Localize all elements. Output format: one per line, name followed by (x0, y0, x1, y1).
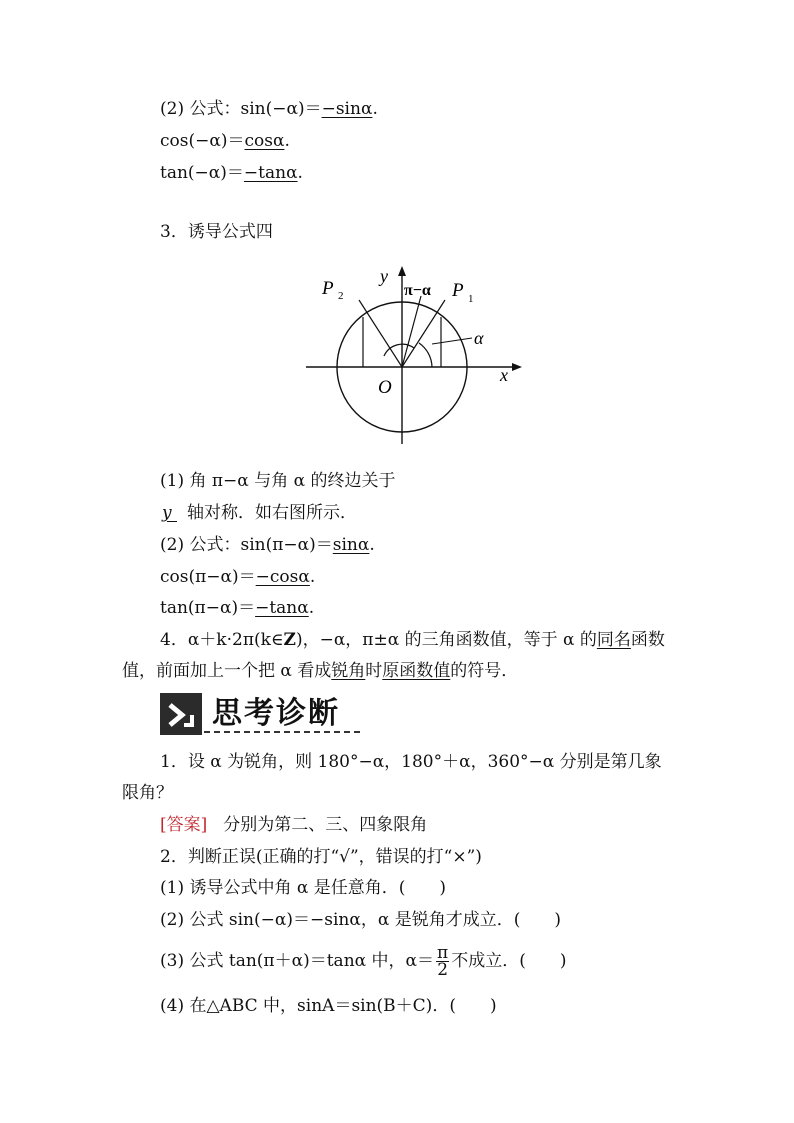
summary-text: 函数 (630, 630, 665, 650)
integer-set-symbol: Z (283, 630, 296, 650)
answer-blank: −tanα (255, 598, 309, 618)
judge-item-3-end: 不成立．( ) (451, 951, 567, 971)
summary-text: 值，前面加上一个把 α 看成 (122, 661, 332, 681)
formula-text: (2) 公式：sin(π−α)＝ (160, 535, 333, 555)
formula-text: (2) 公式：sin(−α)＝ (160, 99, 322, 119)
ray-pi-minus-alpha (402, 296, 421, 367)
section-heading: 3．诱导公式四 (160, 222, 273, 242)
formula-cos-neg (160, 130, 290, 152)
formula-end: . (372, 99, 378, 119)
unit-circle-figure (300, 258, 530, 448)
label-p1: P (452, 280, 464, 301)
label-y: y (380, 266, 388, 286)
question-1-line-2: 限角？ (122, 783, 173, 803)
formula-tan-neg (160, 162, 303, 184)
question-2: 2．判断正误(正确的打“√”，错误的打“×”) (160, 847, 482, 867)
formula-text: cos(−α)＝ (160, 131, 245, 151)
summary-line-1 (160, 629, 665, 651)
answer-blank: 锐角 (331, 661, 366, 681)
judge-item-3 (160, 943, 566, 979)
terminal-side-p2 (359, 300, 402, 367)
alpha-leader (432, 338, 472, 344)
formula-tan-pi-minus (160, 597, 314, 619)
banner-rule (204, 731, 360, 733)
question-1-line-1: 1．设 α 为锐角，则 180°−α，180°＋α，360°−α 分别是第几象 (160, 752, 662, 772)
symmetry-text: 轴对称．如右图所示． (187, 503, 358, 523)
summary-text: 时 (365, 661, 383, 681)
formula-end: . (284, 131, 290, 151)
label-x: x (500, 365, 508, 385)
banner-title: 思考诊断 (212, 696, 340, 731)
fraction-numerator: π (437, 943, 449, 963)
summary-text: 4．α＋k·2π(k∈ (160, 630, 284, 650)
judge-item-1: (1) 诱导公式中角 α 是任意角．( ) (160, 878, 447, 898)
formula-end: . (308, 598, 315, 618)
formula-cos-pi-minus (160, 566, 315, 588)
formula-sin-pi-minus (160, 534, 375, 556)
fraction-denominator: 2 (437, 960, 449, 980)
arrow-icon (160, 693, 202, 735)
symmetry-statement: (1) 角 π−α 与角 α 的终边关于 (160, 471, 396, 491)
section-banner (160, 693, 360, 735)
summary-line-2 (122, 660, 518, 682)
formula-text: tan(−α)＝ (160, 163, 244, 183)
symmetry-answer-line (160, 502, 357, 524)
answer-blank: sinα (332, 535, 370, 555)
formula-end: . (297, 163, 303, 183)
y-axis-arrow (398, 266, 406, 276)
label-p2-sub: 2 (338, 290, 344, 302)
label-p1-sub: 1 (468, 293, 474, 305)
judge-item-2: (2) 公式 sin(−α)＝−sinα，α 是锐角才成立．( ) (160, 910, 561, 930)
formula-end: . (309, 567, 316, 587)
formula-end: . (369, 535, 375, 555)
answer-tag: [答案] (160, 815, 208, 835)
summary-text: )，−α，π±α 的三角函数值，等于 α 的 (295, 630, 597, 650)
label-pi-minus-alpha: π−α (404, 282, 431, 299)
label-alpha: α (474, 328, 484, 348)
summary-text: 的符号． (450, 661, 519, 681)
judge-item-4: (4) 在△ABC 中，sinA＝sin(B＋C)．( ) (160, 996, 497, 1016)
formula-text: tan(π−α)＝ (160, 598, 256, 618)
angle-arc-alpha (419, 343, 432, 367)
label-p2: P (322, 278, 334, 299)
x-axis-arrow (512, 363, 522, 371)
formula-text: cos(π−α)＝ (160, 567, 256, 587)
answer-blank: −sinα (321, 99, 373, 119)
answer-blank: 同名 (596, 630, 631, 650)
answer-blank: −cosα (255, 567, 310, 587)
answer-line (160, 814, 427, 836)
answer-blank: 原函数值 (382, 661, 451, 681)
answer-text: 分别为第二、三、四象限角 (223, 815, 428, 835)
fraction-pi-over-2 (436, 945, 449, 978)
formula-sin-neg (160, 98, 378, 120)
answer-blank-axis: y (162, 503, 178, 523)
terminal-side-p1 (402, 300, 445, 367)
judge-item-3-text: (3) 公式 tan(π＋α)＝tanα 中，α＝ (160, 951, 435, 971)
answer-blank: cosα (244, 131, 285, 151)
answer-blank: −tanα (243, 163, 298, 183)
label-origin: O (378, 377, 392, 398)
